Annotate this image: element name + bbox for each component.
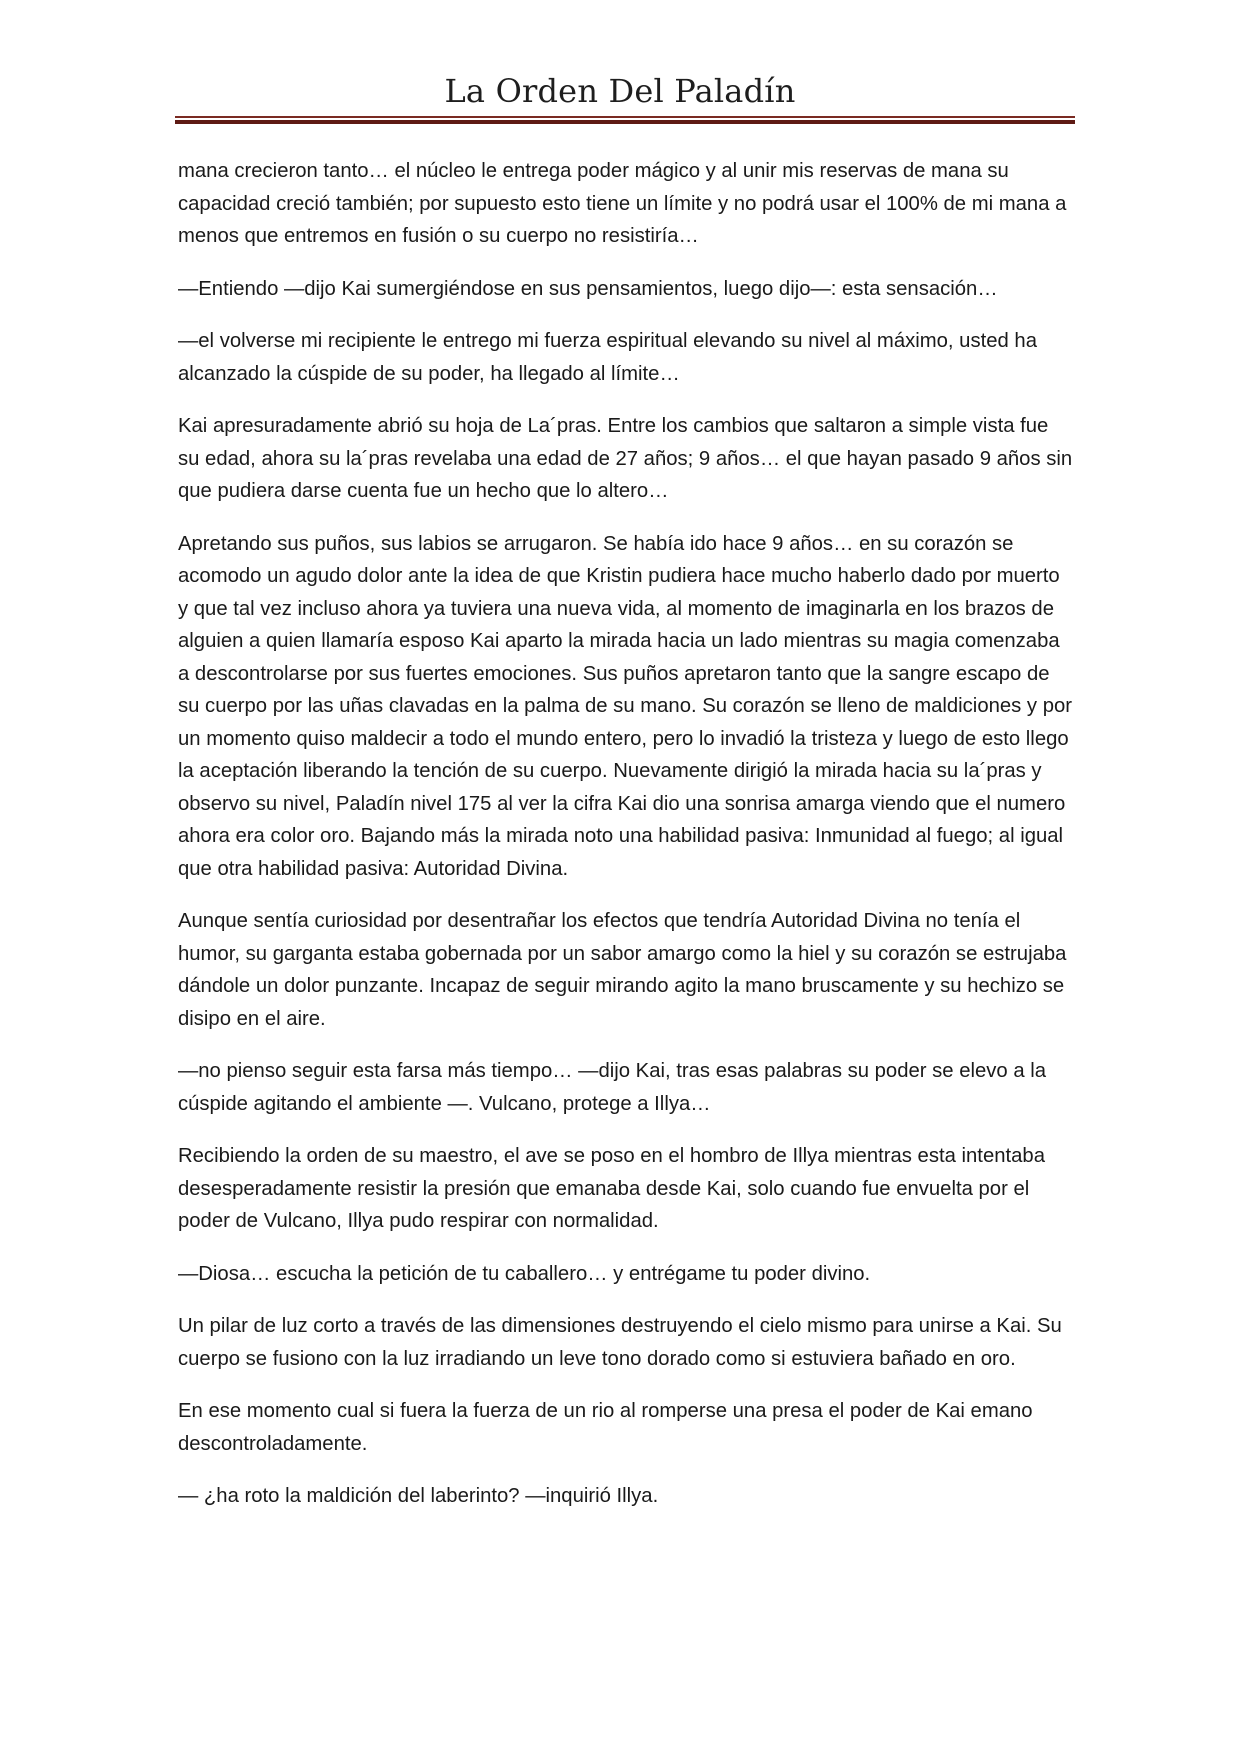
header-rule-thick: [175, 120, 1075, 124]
header-rule-thin: [175, 116, 1075, 118]
paragraph: —no pienso seguir esta farsa más tiempo… —dijo Kai, tras esas palabras su poder se elevo a la cúspide agitando el ambiente —. Vulcano, protege a Illya…: [178, 1060, 1047, 1115]
paragraph: Kai apresuradamente abrió su hoja de La´pras. Entre los cambios que saltaron a simple vista fue su edad, ahora su la´pras revelaba una edad de 27 años; 9 años… el que hayan pasado 9 años sin que pudiera darse cuenta fue un hecho que lo altero…: [178, 415, 1073, 502]
paragraph: Un pilar de luz corto a través de las dimensiones destruyendo el cielo mismo para unirse a Kai. Su cuerpo se fusiono con la luz irradiando un leve tono dorado como si estuviera bañado en oro.: [178, 1315, 1062, 1370]
paragraph: —Entiendo —dijo Kai sumergiéndose en sus pensamientos, luego dijo—: esta sensación…: [178, 277, 998, 300]
paragraph: Aunque sentía curiosidad por desentrañar los efectos que tendría Autoridad Divina no tenía el humor, su garganta estaba gobernada por un sabor amargo como la hiel y su corazón se estrujaba dándole un dolor punzante. Incapaz de seguir mirando agito la mano bruscamente y su hechizo se disipo en el aire.: [178, 910, 1067, 1030]
paragraph: En ese momento cual si fuera la fuerza de un rio al romperse una presa el poder de Kai emano descontroladamente.: [178, 1400, 1033, 1455]
body-text: [178, 155, 1073, 1533]
paragraph: mana crecieron tanto… el núcleo le entrega poder mágico y al unir mis reservas de mana su capacidad creció también; por supuesto esto tiene un límite y no podrá usar el 100% de mi mana a menos que entremos en fusión o su cuerpo no resistiría…: [178, 160, 1067, 247]
paragraph: —el volverse mi recipiente le entrego mi fuerza espiritual elevando su nivel al máximo, usted ha alcanzado la cúspide de su poder, ha llegado al límite…: [178, 330, 1037, 385]
paragraph: Apretando sus puños, sus labios se arrugaron. Se había ido hace 9 años… en su corazón se acomodo un agudo dolor ante la idea de que Kristin pudiera hace mucho haberlo dado por muerto y que tal vez incluso ahora ya tuviera una nueva vida, al momento de imaginarla en los brazos de alguien a quien llamaría esposo Kai aparto la mirada hacia un lado mientras su magia comenzaba a descontrolarse por sus fuertes emociones. Sus puños apretaron tanto que la sangre escapo de su cuerpo por las uñas clavadas en la palma de su mano. Su corazón se lleno de maldiciones y por un momento quiso maldecir a todo el mundo entero, pero lo invadió la tristeza y luego de esto llego la aceptación liberando la tención de su cuerpo. Nuevamente dirigió la mirada hacia su la´pras y observo su nivel, Paladín nivel 175 al ver la cifra Kai dio una sonrisa amarga viendo que el numero ahora era color oro. Bajando más la mirada noto una habilidad pasiva: Inmunidad al fuego; al igual que otra habilidad pasiva: Autoridad Divina.: [178, 532, 1073, 880]
page-header-title: La Orden Del Paladín: [444, 72, 796, 110]
paragraph: Recibiendo la orden de su maestro, el ave se poso en el hombro de Illya mientras esta intentaba desesperadamente resistir la presión que emanaba desde Kai, solo cuando fue envuelta por el poder de Vulcano, Illya pudo respirar con normalidad.: [178, 1145, 1045, 1232]
paragraph: — ¿ha roto la maldición del laberinto? —inquirió Illya.: [178, 1485, 659, 1507]
paragraph: —Diosa… escucha la petición de tu caballero… y entrégame tu poder divino.: [178, 1262, 871, 1285]
